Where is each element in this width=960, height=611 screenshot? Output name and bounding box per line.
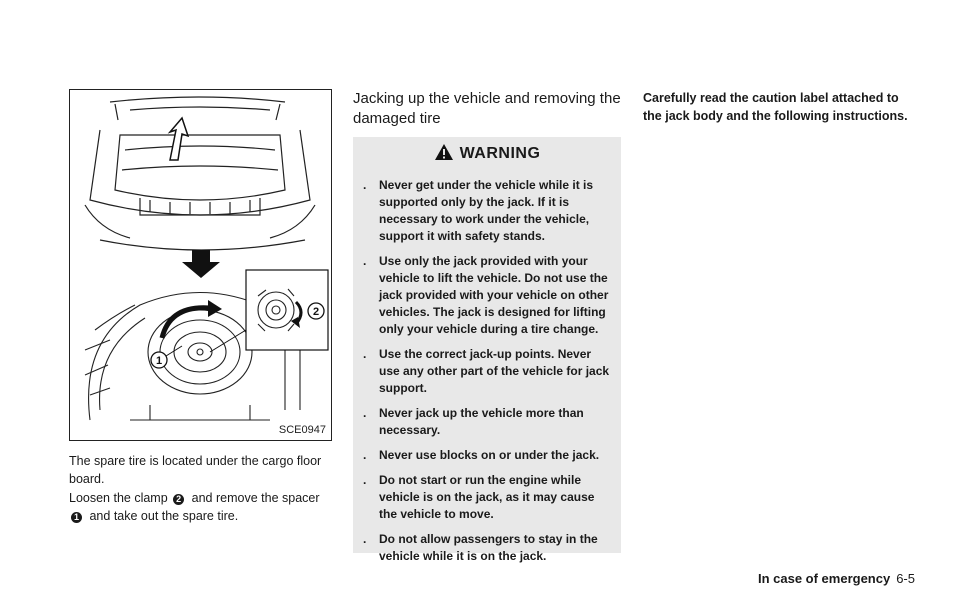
warning-text: Never get under the vehicle while it is supported only by the jack. If it is necessary to work under the vehicle, support it with safety stands. (379, 178, 594, 243)
warning-text: Never jack up the vehicle more than necessary. (379, 406, 584, 437)
page-footer (758, 571, 915, 586)
warning-title: WARNING (459, 145, 541, 162)
warning-item: . Do not start or run the engine while vehicle is on the jack, as it may cause the vehicle to move. (363, 473, 595, 521)
callout-1-ref: 1 (71, 512, 82, 523)
loosen-clamp-text (69, 489, 334, 525)
spare-location-text: The spare tire is located under the cargo floor board. (69, 454, 322, 486)
callout-2-label: 2 (312, 306, 320, 318)
loosen-text-b: and remove the spacer (191, 491, 320, 505)
callout-1-label: 1 (155, 355, 163, 367)
warning-text: Do not start or run the engine while vehicle is on the jack, as it may cause the vehicle to move. (379, 473, 595, 521)
warning-header (353, 143, 621, 163)
warning-text: Use only the jack provided with your vehicle to lift the vehicle. Do not use the jack provided with your vehicle on other vehicles. The jack is designed for lifting only your vehicle during a tire change. (379, 254, 609, 336)
warning-list (363, 177, 615, 573)
loosen-text-a: Loosen the clamp (69, 491, 168, 505)
warning-text: Do not allow passengers to stay in the vehicle while it is on the jack. (379, 532, 598, 563)
spare-tire-drawing (70, 90, 333, 442)
loosen-text-c: and take out the spare tire. (89, 509, 239, 523)
warning-item: . Never jack up the vehicle more than necessary. (363, 406, 584, 437)
warning-item: . Never get under the vehicle while it is supported only by the jack. If it is necessary to work under the vehicle, support it with safety stands. (363, 178, 594, 243)
section-heading: Jacking up the vehicle and removing the damaged tire (353, 90, 621, 127)
footer-section: In case of emergency (757, 571, 891, 586)
warning-item: . Never use blocks on or under the jack. (363, 448, 600, 462)
warning-text: Never use blocks on or under the jack. (379, 448, 600, 462)
callout-2-ref: 2 (173, 494, 184, 505)
warning-box (353, 137, 621, 563)
figure-code: SCE0947 (278, 424, 326, 436)
warning-item: . Use only the jack provided with your vehicle to lift the vehicle. Do not use the jack provided with your vehicle on other vehicles. The jack is designed for lifting only your vehicle during a tire change. (363, 254, 609, 336)
caution-text: Carefully read the caution label attached to the jack body and the following instructions. (643, 91, 908, 123)
spare-tire-illustration (69, 89, 332, 441)
warning-item: . Do not allow passengers to stay in the vehicle while it is on the jack. (363, 532, 598, 563)
warning-text: Use the correct jack-up points. Never use any other part of the vehicle for jack support. (379, 347, 610, 395)
warning-triangle-icon (434, 143, 454, 161)
page-number: 6-5 (896, 571, 915, 586)
warning-item: . Use the correct jack-up points. Never use any other part of the vehicle for jack support. (363, 347, 610, 395)
